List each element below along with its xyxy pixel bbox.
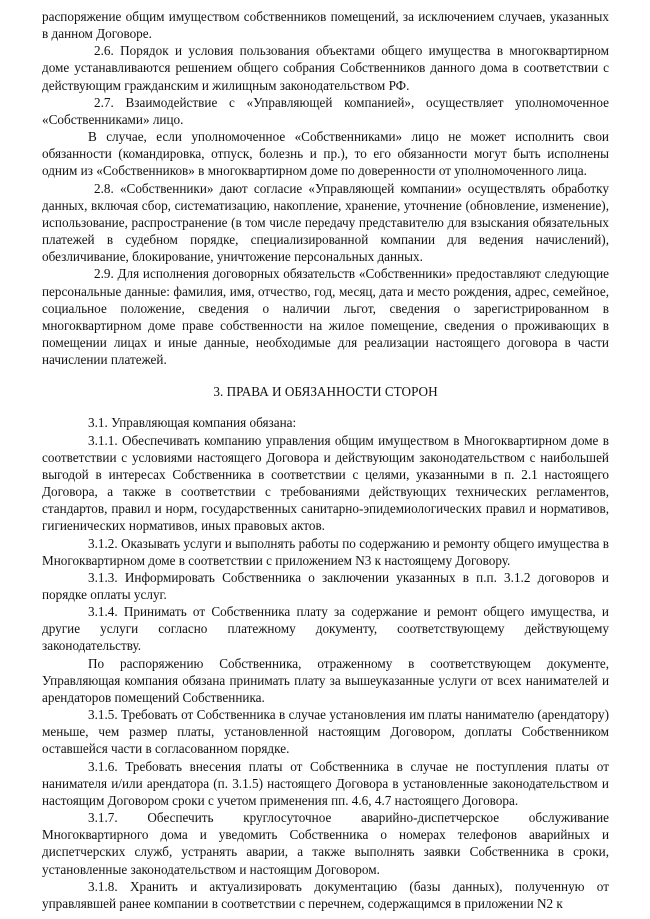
paragraph-2-9: 2.9. Для исполнения договорных обязательств «Собственники» предоставляют следующие персональные данные: фамилия, имя, отчество, год, месяц, дата и место рождения, адрес, семейное, социальное положение, сведения о наличии льгот, сведения о зарегистрированном в многоквартирном доме праве собственности на жилое помещение, сведения о проживающих в помещении лицах и иные данные, необходимые для реализации настоящего договора в части начислении платежей. [42,266,609,368]
section-heading: 3. ПРАВА И ОБЯЗАННОСТИ СТОРОН [213,384,438,400]
paragraph-3-1-3: 3.1.3. Информировать Собственника о заключении указанных в п.п. 3.1.2 договоров и порядке оплаты услуг. [42,569,609,602]
paragraph-2-7-note: В случае, если уполномоченное «Собственниками» лицо не может исполнить свои обязанности (командировка, отпуск, болезнь и пр.), то его обязанности могут быть исполнены одним из «Собственников» в многоквартирном доме по доверенности от уполномоченного лица. [42,129,609,179]
paragraph-2-7: 2.7. Взаимодействие с «Управляющей компанией», осуществляет уполномоченное «Собственниками» лицо. [42,94,609,127]
paragraph-3-1-8: 3.1.8. Хранить и актуализировать документацию (базы данных), полученную от управлявшей ранее компании в соответствии с перечнем, содержащимся в приложении N2 к [42,878,609,911]
paragraph-2-8: 2.8. «Собственники» дают согласие «Управляющей компании» осуществлять обработку данных, включая сбор, систематизацию, накопление, хранение, уточнение (обновление, изменение), использование, распространение (в том числе передачу представителю для взыскания обязательных платежей в судебном порядке, специализированной компании для ведения начислений), обезличивание, блокирование, уничтожение персональных данных. [42,180,609,265]
paragraph-3-1-2: 3.1.2. Оказывать услуги и выполнять работы по содержанию и ремонту общего имущества в Многоквартирном доме в соответствии с приложением N3 к настоящему Договору. [42,535,609,568]
paragraph-3-1-1: 3.1.1. Обеспечивать компанию управления общим имуществом в Многоквартирном доме в соответствии с условиями настоящего Договора и действующим законодательством с наибольшей выгодой в интересах Собственника в соответствии с целями, указанными в п. 2.1 настоящего Договора, а также в соответствии с требованиями действующих технических регламентов, стандартов, правил и норм, государственных санитарно-эпидемиологических правил и нормативов, гигиенических нормативов, иных правовых актов. [42,432,609,534]
paragraph-2-6: 2.6. Порядок и условия пользования объектами общего имущества в многоквартирном доме устанавливаются решением общего собрания Собственников данного дома в соответствии с действующим гражданским и жилищным законодательством РФ. [42,43,609,93]
paragraph-3-1-7: 3.1.7. Обеспечить круглосуточное аварийно-диспетчерское обслуживание Многоквартирного дома и уведомить Собственника о номерах телефонов аварийных и диспетчерских служб, устранять аварии, а также выполнять заявки Собственника в сроки, установленные законодательством и настоящим Договором. [42,810,609,877]
paragraph-3-1-4-note: По распоряжению Собственника, отраженному в соответствующем документе, Управляющая компания обязана принимать плату за вышеуказанные услуги от всех нанимателей и арендаторов помещений Собственника. [42,655,609,705]
paragraph-3-1-6: 3.1.6. Требовать внесения платы от Собственника в случае не поступления платы от нанимателя и/или арендатора (п. 3.1.5) настоящего Договора в установленные законодательством и настоящим Договором сроки с учетом применения пп. 4.6, 4.7 настоящего Договора. [42,758,609,808]
paragraph-3-1: 3.1. Управляющая компания обязана: [88,415,297,431]
paragraph-continuation: распоряжение общим имуществом собственников помещений, за исключением случаев, указанных в данном Договоре. [42,9,609,42]
paragraph-3-1-5: 3.1.5. Требовать от Собственника в случае установления им платы нанимателю (арендатору) меньше, чем размер платы, установленной настоящим Договором, доплаты Собственником оставшейся части в согласованном порядке. [42,707,609,757]
paragraph-3-1-4: 3.1.4. Принимать от Собственника плату за содержание и ремонт общего имущества, и другие услуги согласно платежному документу, соответствующему действующему законодательству. [42,604,609,654]
